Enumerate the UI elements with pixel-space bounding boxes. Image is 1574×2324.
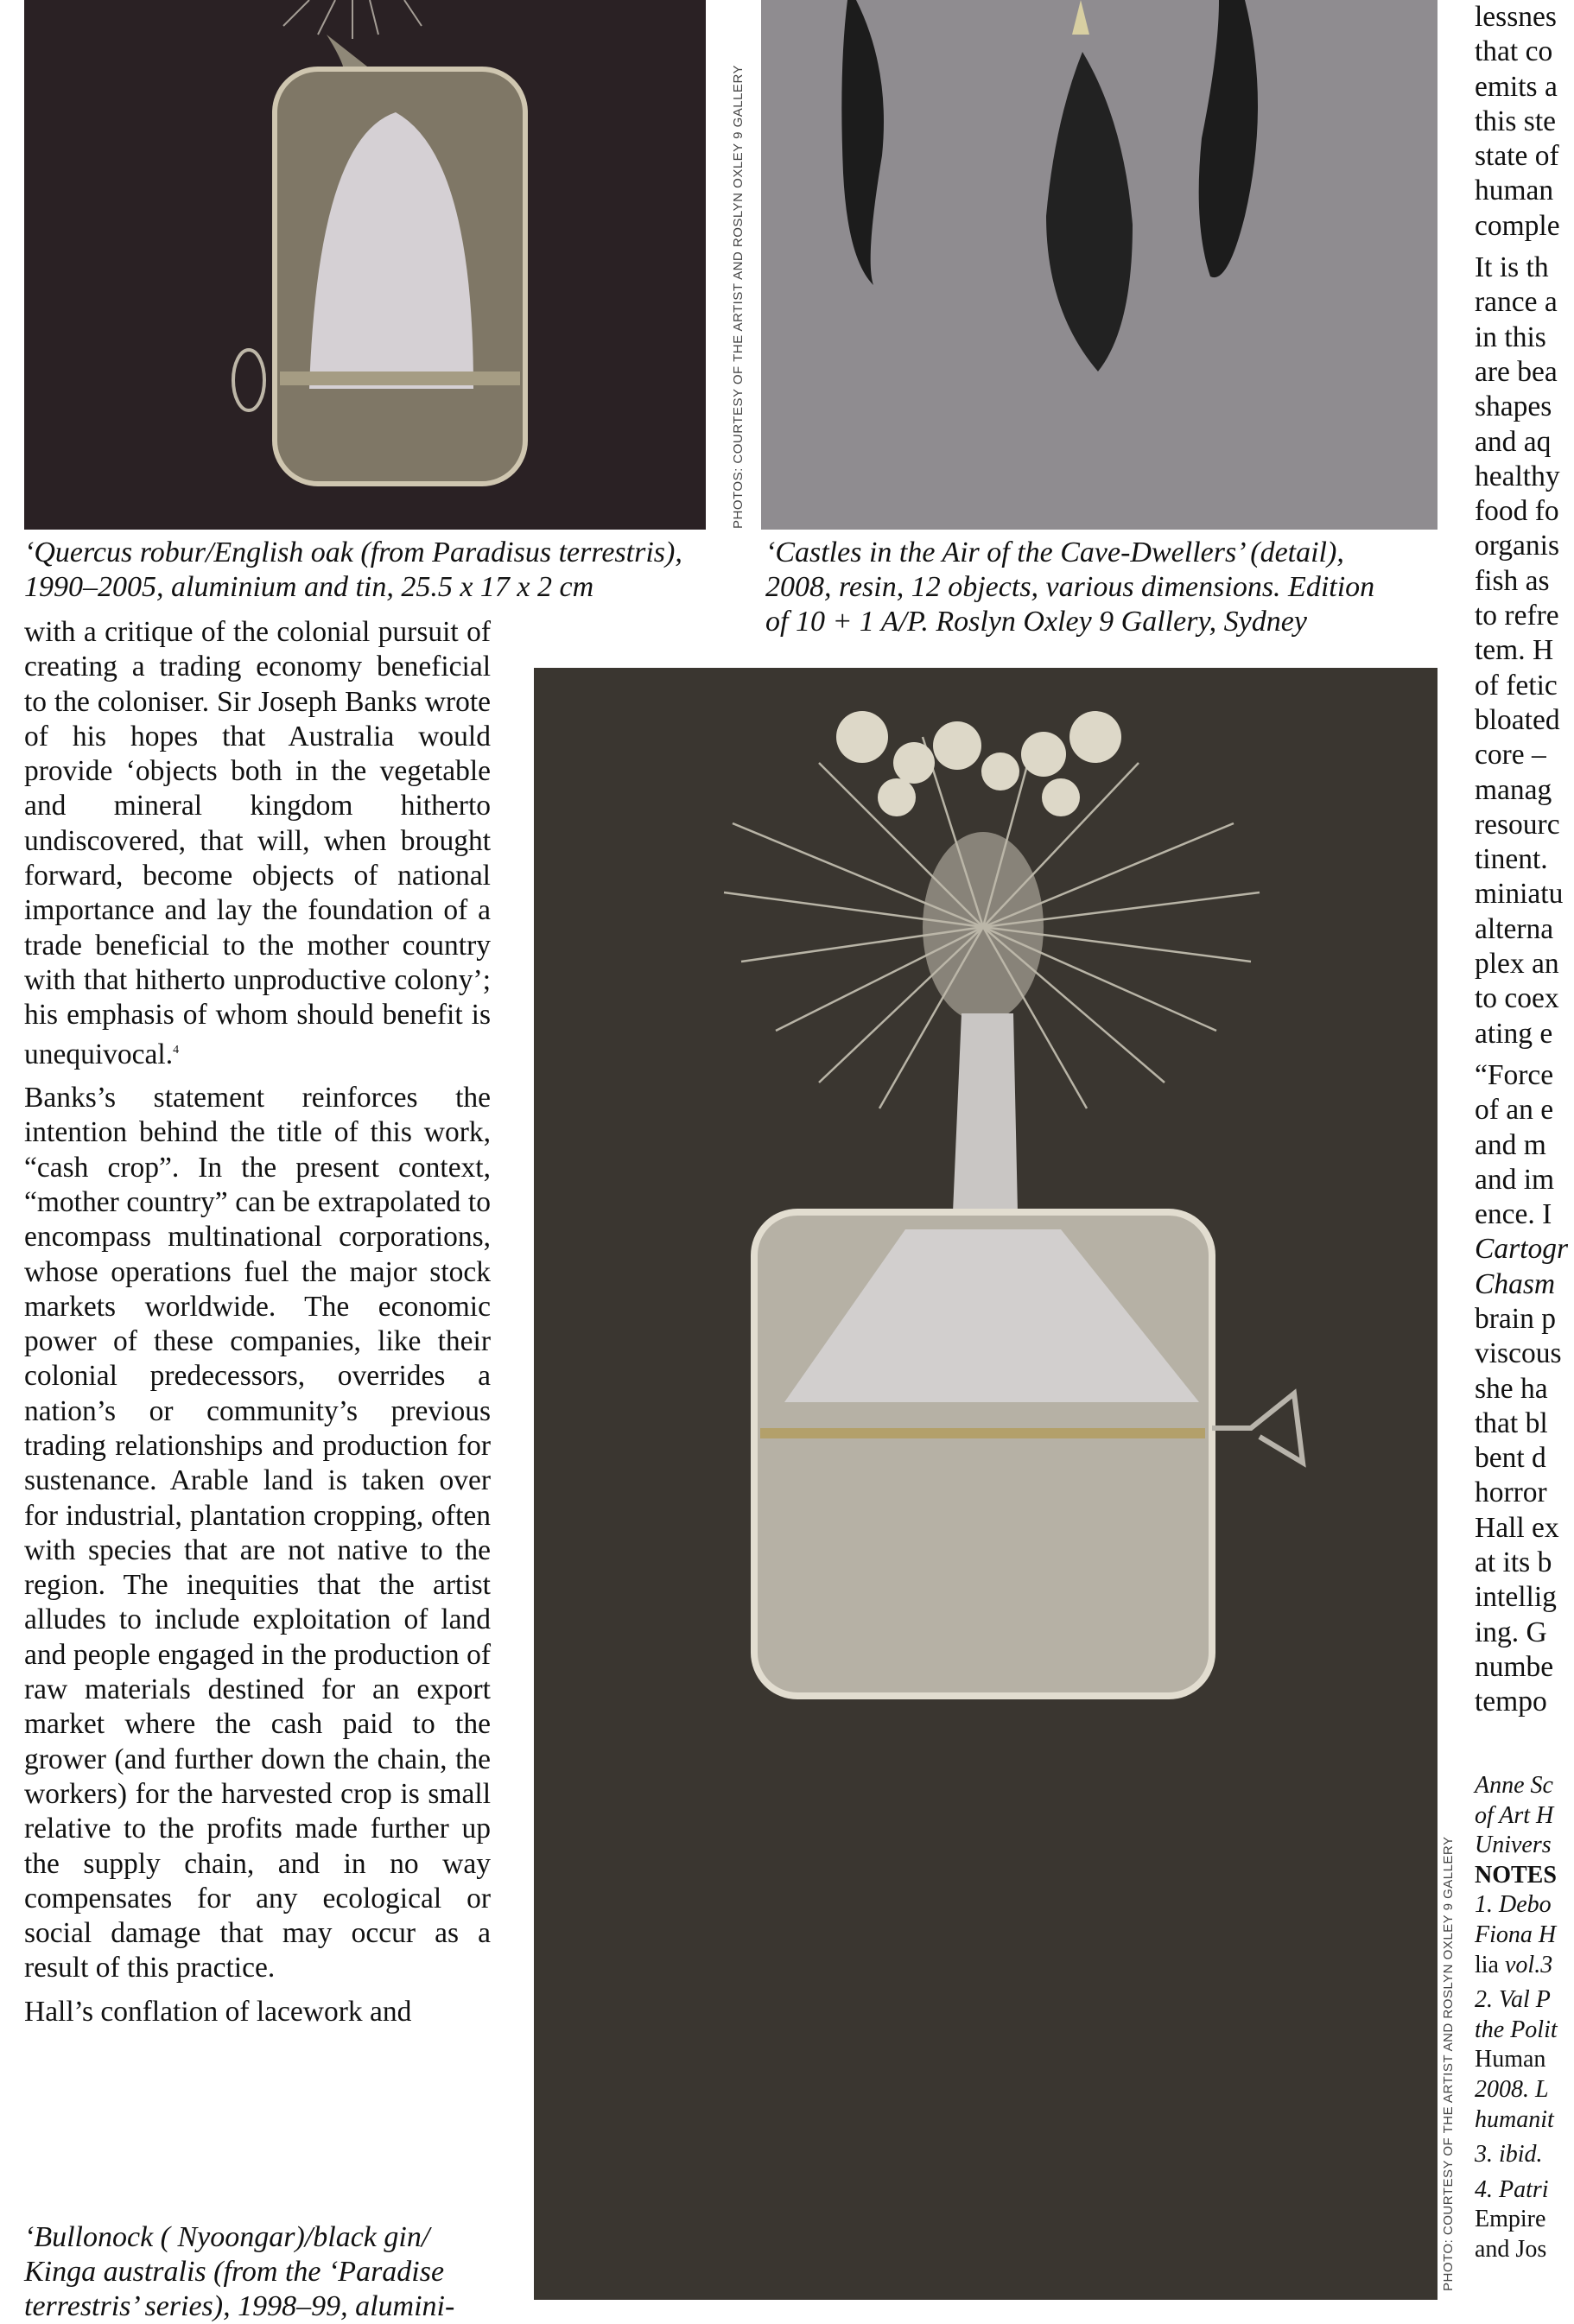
note-line: 3. ibid. (1475, 2141, 1543, 2168)
author-and-notes (1475, 1771, 1574, 2265)
text-line: core – (1475, 739, 1546, 771)
text-line: that co (1475, 35, 1553, 68)
caption-line: 1990–2005, aluminium and tin, 25.5 x 17 x 2 cm (24, 571, 594, 603)
paragraph-text: with a critique of the colonial pursuit of creating a trading economy beneficial to the coloniser. Sir Joseph Banks wrote of his hopes that Australia would provide ‘objects both in the vegetable and mineral kingdom hitherto undiscovered, that will, when brought forward, become objects of national importance and lay the foundation of a trade beneficial to the mother country with that hitherto unproductive colony’; his emphasis of whom should benefit is unequivocal. (24, 616, 491, 1070)
text-line: plex an (1475, 948, 1559, 981)
author-line: of Art H (1475, 1801, 1554, 1829)
paragraph-banks-quote (24, 615, 491, 1072)
photo-bullonock-black-gin (534, 668, 1438, 2300)
caption-quercus-robur (24, 536, 715, 605)
photo-quercus-robur (24, 0, 706, 530)
caption-castles-in-the-air (765, 536, 1448, 639)
caption-line: ‘Bullonock ( Nyoongar)/black gin/ (24, 2221, 430, 2253)
text-line: resourc (1475, 808, 1560, 841)
text-line: and im (1475, 1163, 1555, 1196)
text-line: horror (1475, 1476, 1547, 1509)
text-line: emits a (1475, 70, 1558, 103)
note-line: 1. Debo (1475, 1891, 1552, 1919)
note-text-italic: vol.3 (1505, 1951, 1553, 1978)
text-line: shapes (1475, 391, 1552, 423)
text-line: rance a (1475, 286, 1558, 319)
photo-castles-in-the-air (761, 0, 1438, 530)
text-line: bloated (1475, 703, 1560, 736)
sculpture-tin-tree-image (24, 0, 706, 530)
text-line: fish as (1475, 564, 1550, 597)
text-line: manag (1475, 773, 1552, 806)
text-line: tem. H (1475, 634, 1554, 667)
author-line: Anne Sc (1475, 1772, 1553, 1799)
text-line: food fo (1475, 495, 1559, 528)
photo-credit-bottom: PHOTO: COURTESY OF THE ARTIST AND ROSLYN OXLEY 9 GALLERY (1441, 1836, 1456, 2291)
text-line: of an e (1475, 1094, 1554, 1127)
sculpture-palm-in-tin-image (534, 668, 1438, 2300)
text-line: she ha (1475, 1372, 1548, 1405)
paragraph-cash-crop: Banks’s statement reinforces the intention behind the title of this work, “cash crop”. In the present context, “mother country” can be extrapolated to encompass multinational corporations, whose operations fuel the major stock markets worldwide. The economic power of these companies, like their colonial predecessors, overrides a nation’s or community’s previous trading relationships and production for sustenance. Arable land is taken over for industrial, plantation cropping, often with species that are not native to the region. The inequities that the artist alludes to include exploitation of land and people engaged in the production of raw materials destined for an export market where the cash paid to the grower (and further down the chain, the workers) for the harvested crop is small relative to the profits made further up the supply chain, and in no way compensates for any ecological or social damage that may occur as a result of this practice. (24, 1082, 491, 1984)
paragraph-lacework: Hall’s conflation of lacework and (24, 1995, 412, 2028)
text-line: intellig (1475, 1581, 1557, 1614)
text-line: ence. I (1475, 1198, 1552, 1231)
note-line: humanit (1475, 2105, 1554, 2133)
text-line: ating e (1475, 1017, 1553, 1050)
text-line: healthy (1475, 460, 1560, 492)
text-line: viscous (1475, 1337, 1562, 1370)
text-line: of fetic (1475, 669, 1558, 702)
text-line: that bl (1475, 1406, 1548, 1439)
text-line: human (1475, 175, 1554, 207)
caption-line: 2008, resin, 12 objects, various dimensions. Edition (765, 571, 1375, 603)
caption-line: Kinga australis (from the ‘Paradise (24, 2256, 445, 2288)
photo-credit-top: PHOTOS: COURTESY OF THE ARTIST AND ROSLYN OXLEY 9 GALLERY (731, 64, 746, 529)
author-line: Univers (1475, 1832, 1552, 1859)
note-line: Fiona H (1475, 1921, 1557, 1948)
text-line: miniatu (1475, 878, 1564, 911)
caption-bullonock (24, 2220, 508, 2324)
footnote-ref[interactable]: 4 (173, 1043, 180, 1057)
note-line: 4. Patri (1475, 2175, 1549, 2203)
text-line: brain p (1475, 1302, 1556, 1335)
text-line: Hall ex (1475, 1511, 1559, 1544)
text-line: and m (1475, 1128, 1546, 1161)
text-line: “Force (1475, 1058, 1554, 1091)
text-line: to refre (1475, 600, 1559, 632)
note-text: lia (1475, 1951, 1505, 1978)
text-line-italic: Chasm (1475, 1267, 1556, 1300)
note-line: 2. Val P (1475, 1986, 1551, 2014)
note-line (1475, 1951, 1574, 1981)
hanging-resin-objects-image (761, 0, 1438, 530)
notes-heading: NOTES (1475, 1861, 1557, 1889)
text-line-italic: Cartogr (1475, 1233, 1568, 1266)
article-left-column (24, 615, 491, 2038)
text-line: state of (1475, 140, 1559, 173)
note-line: Human (1475, 2046, 1546, 2073)
text-line: numbe (1475, 1650, 1554, 1683)
text-line: in this (1475, 321, 1546, 353)
note-line: 2008. L (1475, 2075, 1549, 2103)
caption-line: ‘Quercus robur/English oak (from Paradisus terrestris), (24, 537, 682, 568)
text-line: ing. G (1475, 1616, 1547, 1648)
text-line: comple (1475, 209, 1560, 242)
text-line: lessnes (1475, 1, 1557, 33)
text-line: tempo (1475, 1686, 1547, 1718)
text-line: tinent. (1475, 843, 1548, 876)
text-line: and aq (1475, 425, 1552, 458)
note-line: the Polit (1475, 2016, 1558, 2043)
text-line: this ste (1475, 105, 1556, 137)
text-line: at its b (1475, 1546, 1552, 1579)
text-line: It is th (1475, 251, 1549, 284)
caption-line: of 10 + 1 A/P. Roslyn Oxley 9 Gallery, Sydney (765, 606, 1307, 638)
text-line: to coex (1475, 982, 1559, 1015)
text-line: bent d (1475, 1442, 1546, 1475)
caption-line: ‘Castles in the Air of the Cave-Dwellers’ (detail), (765, 537, 1344, 568)
caption-line: terrestris’ series), 1998–99, alumini- (24, 2290, 455, 2322)
text-line: are bea (1475, 355, 1558, 388)
text-line: organis (1475, 530, 1560, 562)
note-line: and Jos (1475, 2235, 1547, 2263)
note-line: Empire (1475, 2206, 1546, 2233)
article-right-column (1475, 0, 1574, 1720)
text-line: alterna (1475, 912, 1554, 945)
